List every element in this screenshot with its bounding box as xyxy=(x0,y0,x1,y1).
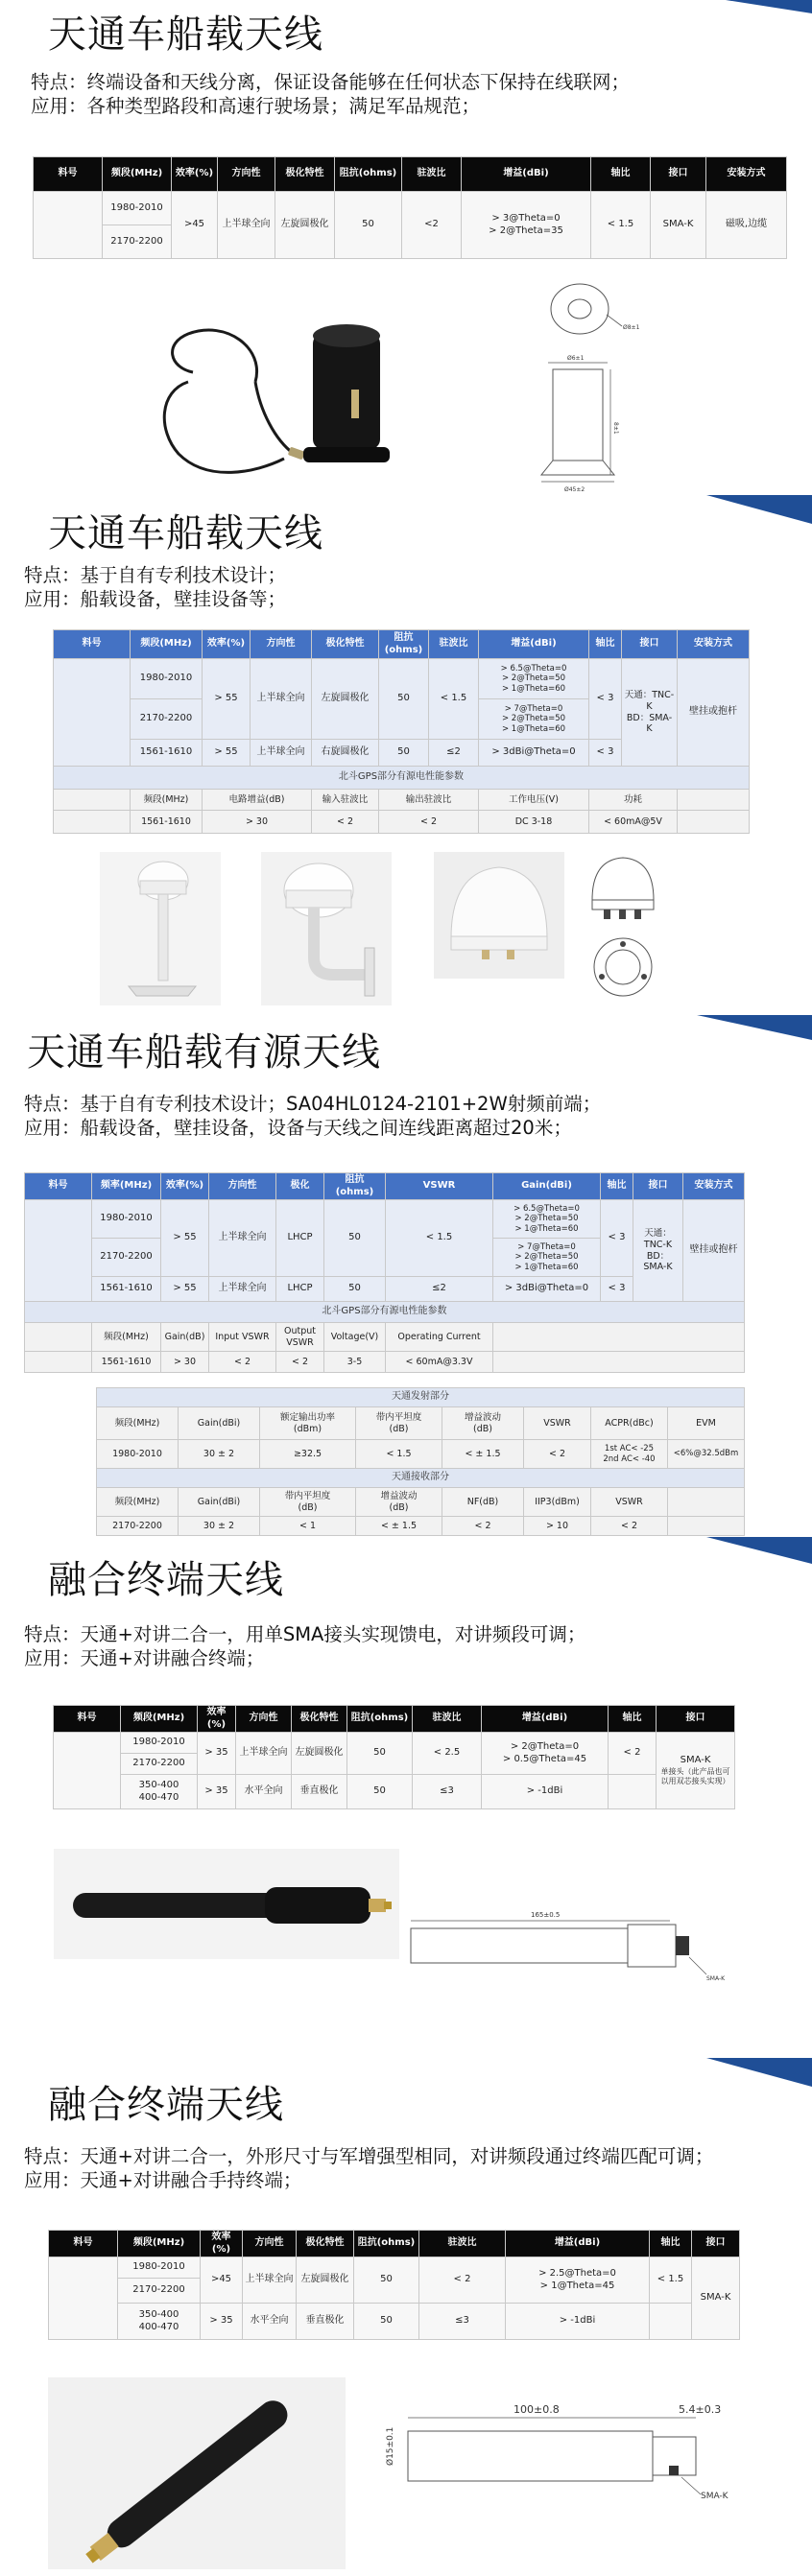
rx-value: < 2 xyxy=(442,1517,524,1536)
impedance-cell: 50 xyxy=(324,1200,386,1277)
lna-header xyxy=(493,1323,745,1352)
impedance-cell: 50 xyxy=(324,1277,386,1302)
part-number-cell xyxy=(34,192,103,259)
tx-value: < 2 xyxy=(524,1440,591,1469)
table-header: 极化特性 xyxy=(312,630,379,659)
efficiency-cell: > 55 xyxy=(203,740,251,767)
feature-text: 特点：天通+对讲二合一，用单SMA接头实现馈电，对讲频段可调； xyxy=(24,1623,586,1645)
direction-cell: 上半球全向 xyxy=(243,2257,297,2304)
band-cell: 2170-2200 xyxy=(118,2279,201,2304)
gain-line: > 0.5@Theta=45 xyxy=(502,1753,587,1764)
technical-drawing xyxy=(370,2389,773,2571)
lna-header: 输入驻波比 xyxy=(312,790,379,811)
table-header: 阻抗(ohms) xyxy=(354,2231,419,2257)
table-header: 料号 xyxy=(49,2231,118,2257)
impedance-cell: 50 xyxy=(354,2257,419,2304)
band-cell: 1980-2010 xyxy=(92,1200,161,1239)
rx-value xyxy=(668,1517,745,1536)
table-header: 增益(dBi) xyxy=(482,1706,609,1733)
table-header: 驻波比 xyxy=(402,157,462,192)
table-header: 安装方式 xyxy=(678,630,750,659)
lna-value: < 2 xyxy=(276,1352,324,1373)
dimension-label: 8±1 xyxy=(612,422,619,435)
gain-line: > 2@Theta=50 xyxy=(514,1252,579,1263)
tx-header: 额定输出功率 (dBm) xyxy=(260,1407,356,1440)
feature-text: 特点：基于自有专利技术设计； xyxy=(24,564,287,586)
rx-value: < 2 xyxy=(591,1517,668,1536)
lna-value: 3-5 xyxy=(324,1352,386,1373)
axial-ratio-cell: < 1.5 xyxy=(650,2257,692,2304)
section-title: 融合终端天线 xyxy=(48,2083,284,2127)
lna-header: 频段(MHz) xyxy=(92,1323,161,1352)
table-header: 安装方式 xyxy=(706,157,787,192)
table-header: 频率(MHz) xyxy=(92,1173,161,1200)
table-header: 效率(%) xyxy=(203,630,251,659)
table-header: 轴比 xyxy=(609,1706,657,1733)
gain-line: > 7@Theta=0 xyxy=(517,1241,576,1252)
gain-line: > 1@Theta=60 xyxy=(514,1223,579,1234)
gain-cell: > 3dBi@Theta=0 xyxy=(479,740,589,767)
impedance-cell: 50 xyxy=(335,192,402,259)
rx-value: 30 ± 2 xyxy=(179,1517,260,1536)
axial-ratio-cell: < 3 xyxy=(601,1200,633,1277)
direction-cell: 上半球全向 xyxy=(209,1277,276,1302)
technical-drawing xyxy=(514,278,658,494)
gain-line: > 3@Theta=0 xyxy=(491,213,561,224)
band-cell: 1561-1610 xyxy=(92,1277,161,1302)
band-cell: 2170-2200 xyxy=(92,1239,161,1277)
tx-value: 30 ± 2 xyxy=(179,1440,260,1469)
efficiency-cell: > 55 xyxy=(161,1200,209,1277)
table-header: 方向性 xyxy=(218,157,275,192)
lna-value xyxy=(678,811,750,834)
table-header: 轴比 xyxy=(591,157,651,192)
mount-cell: 壁挂或抱杆 xyxy=(683,1200,745,1302)
tx-header: VSWR xyxy=(524,1407,591,1440)
rx-header: 频段(MHz) xyxy=(97,1488,179,1517)
port-cell: SMA-K xyxy=(692,2257,740,2340)
table-header: 轴比 xyxy=(650,2231,692,2257)
lna-value: < 60mA@5V xyxy=(589,811,678,834)
vswr-cell: < 2 xyxy=(419,2257,506,2304)
uhf-band: 350-400 xyxy=(138,2309,179,2320)
gain-line: > 2@Theta=50 xyxy=(514,1214,579,1224)
table-header: 驻波比 xyxy=(413,1706,482,1733)
technical-drawing xyxy=(579,852,665,1005)
application-text: 应用：天通+对讲融合手持终端； xyxy=(24,2169,302,2191)
table-header: Gain(dBi) xyxy=(493,1173,601,1200)
polarization-cell: LHCP xyxy=(276,1200,324,1277)
table-header: 驻波比 xyxy=(429,630,479,659)
table-header: 增益(dBi) xyxy=(462,157,591,192)
tx-value: < 1.5 xyxy=(356,1440,442,1469)
table-header: 效率(%) xyxy=(172,157,218,192)
table-header: 接口 xyxy=(651,157,706,192)
dimension-label: 100±0.8 xyxy=(513,2403,560,2416)
gain-cell xyxy=(479,659,589,699)
axial-ratio-cell: < 3 xyxy=(589,740,622,767)
table-caption: 天通接收部分 xyxy=(97,1469,745,1488)
rx-value: 2170-2200 xyxy=(97,1517,179,1536)
tx-header: ACPR(dBc) xyxy=(591,1407,668,1440)
dimension-label: 165±0.5 xyxy=(531,1911,561,1919)
product-photo xyxy=(54,1849,399,1959)
impedance-cell: 50 xyxy=(347,1775,413,1809)
table-header: 极化 xyxy=(276,1173,324,1200)
tx-header: 带内平坦度 (dB) xyxy=(356,1407,442,1440)
application-text: 应用：天通+对讲融合终端； xyxy=(24,1647,265,1669)
polarization-cell: 左旋圆极化 xyxy=(292,1733,347,1775)
lna-value: 1561-1610 xyxy=(92,1352,161,1373)
table-header: 频段(MHz) xyxy=(131,630,203,659)
table-header: 频段(MHz) xyxy=(121,1706,198,1733)
part-number-cell xyxy=(54,659,131,767)
gain-cell xyxy=(479,699,589,740)
lna-value: 1561-1610 xyxy=(131,811,203,834)
section-title: 融合终端天线 xyxy=(48,1558,284,1602)
dimension-label: 5.4±0.3 xyxy=(679,2403,722,2416)
direction-cell: 水平全向 xyxy=(236,1775,292,1809)
uhf-band: 350-400 xyxy=(138,1780,179,1790)
tx-header: 频段(MHz) xyxy=(97,1407,179,1440)
lna-value: < 2 xyxy=(209,1352,276,1373)
feature-text: 特点：基于自有专利技术设计；SA04HL0124-2101+2W射频前端； xyxy=(24,1093,602,1115)
port-cell: 天通：TNC-K BD：SMA-K xyxy=(633,1200,683,1302)
table-header: 极化特性 xyxy=(292,1706,347,1733)
table-header: 频段(MHz) xyxy=(118,2231,201,2257)
table-header: 频段(MHz) xyxy=(103,157,172,192)
dimension-label: SMA-K xyxy=(701,2492,728,2501)
band-cell: 1561-1610 xyxy=(131,740,203,767)
gain-line: > 6.5@Theta=0 xyxy=(500,663,567,674)
table-header: 方向性 xyxy=(251,630,312,659)
lna-header xyxy=(54,790,131,811)
lna-value xyxy=(493,1352,745,1373)
product-photo xyxy=(150,276,407,499)
gain-line: > 1@Theta=45 xyxy=(539,2280,615,2291)
efficiency-cell: > 35 xyxy=(201,2304,243,2340)
table-header: 接口 xyxy=(692,2231,740,2257)
table-header: 轴比 xyxy=(589,630,622,659)
lna-header: 频段(MHz) xyxy=(131,790,203,811)
table-header: 极化特性 xyxy=(297,2231,354,2257)
axial-ratio-cell: < 3 xyxy=(589,659,622,740)
rx-header: VSWR xyxy=(591,1488,668,1517)
vswr-cell: ≤2 xyxy=(429,740,479,767)
table-header: 接口 xyxy=(622,630,678,659)
table-caption: 北斗GPS部分有源电性能参数 xyxy=(25,1302,745,1323)
direction-cell: 上半球全向 xyxy=(209,1200,276,1277)
polarization-cell: LHCP xyxy=(276,1277,324,1302)
table-caption: 北斗GPS部分有源电性能参数 xyxy=(54,767,750,790)
gain-line: > 2.5@Theta=0 xyxy=(538,2268,616,2279)
port-cell: 天通：TNC-K BD：SMA-K xyxy=(622,659,678,767)
direction-cell: 水平全向 xyxy=(243,2304,297,2340)
lna-header: 电路增益(dB) xyxy=(203,790,312,811)
polarization-cell: 垂直极化 xyxy=(297,2304,354,2340)
uhf-band: 400-470 xyxy=(138,2321,179,2332)
vswr-cell: ≤3 xyxy=(419,2304,506,2340)
table-header: 方向性 xyxy=(243,2231,297,2257)
dimension-label: Ø15±0.1 xyxy=(386,2426,395,2466)
rx-header: NF(dB) xyxy=(442,1488,524,1517)
vswr-cell: ≤3 xyxy=(413,1775,482,1809)
port-cell xyxy=(657,1733,735,1809)
uhf-band: 400-470 xyxy=(138,1791,179,1803)
lna-header: Output VSWR xyxy=(276,1323,324,1352)
spec-table xyxy=(48,2230,740,2340)
rx-header xyxy=(668,1488,745,1517)
gain-line: > 1@Theta=60 xyxy=(514,1262,579,1272)
lna-value xyxy=(25,1352,92,1373)
polarization-cell: 左旋圆极化 xyxy=(275,192,335,259)
product-photo xyxy=(261,852,392,1005)
gain-line: > 2@Theta=0 xyxy=(510,1741,580,1752)
band-cell xyxy=(118,2304,201,2340)
tx-value: 1st AC< -25 2nd AC< -40 xyxy=(591,1440,668,1469)
lna-value: > 30 xyxy=(161,1352,209,1373)
table-header: 驻波比 xyxy=(419,2231,506,2257)
section-title: 天通车船载有源天线 xyxy=(27,1030,381,1075)
product-photo xyxy=(48,2377,346,2569)
corner-accent xyxy=(706,2058,812,2087)
band-cell: 1980-2010 xyxy=(103,192,172,225)
rx-value: < 1 xyxy=(260,1517,356,1536)
part-number-cell xyxy=(49,2257,118,2340)
efficiency-cell: >45 xyxy=(201,2257,243,2304)
table-header: 极化特性 xyxy=(275,157,335,192)
polarization-cell: 左旋圆极化 xyxy=(297,2257,354,2304)
mount-cell: 壁挂或抱杆 xyxy=(678,659,750,767)
gain-cell: > -1dBi xyxy=(482,1775,609,1809)
spec-table xyxy=(53,629,750,834)
direction-cell: 上半球全向 xyxy=(251,659,312,740)
vswr-cell: <2 xyxy=(402,192,462,259)
lna-value: < 2 xyxy=(379,811,479,834)
table-header: 效率(%) xyxy=(161,1173,209,1200)
table-header: 方向性 xyxy=(209,1173,276,1200)
band-cell: 1980-2010 xyxy=(121,1733,198,1754)
rx-header: IIP3(dBm) xyxy=(524,1488,591,1517)
tx-header: EVM xyxy=(668,1407,745,1440)
application-text: 应用：船载设备，壁挂设备，设备与天线之间连线距离超过20米； xyxy=(24,1117,572,1139)
part-number-cell xyxy=(25,1200,92,1302)
table-header: 增益(dBi) xyxy=(506,2231,650,2257)
gain-cell xyxy=(462,192,591,259)
direction-cell: 上半球全向 xyxy=(236,1733,292,1775)
technical-drawing xyxy=(401,1900,790,2005)
gain-line: > 2@Theta=50 xyxy=(501,714,566,724)
table-header: 料号 xyxy=(54,630,131,659)
spec-table xyxy=(33,156,787,259)
spec-table xyxy=(24,1172,745,1373)
table-header: VSWR xyxy=(386,1173,493,1200)
table-header: 安装方式 xyxy=(683,1173,745,1200)
dimension-label: Ø8±1 xyxy=(623,324,640,331)
gain-line: > 2@Theta=50 xyxy=(501,674,566,684)
lna-header xyxy=(25,1323,92,1352)
table-header: 料号 xyxy=(34,157,103,192)
band-cell: 2170-2200 xyxy=(103,225,172,259)
lna-value: < 60mA@3.3V xyxy=(386,1352,493,1373)
table-header: 效率(%) xyxy=(198,1706,236,1733)
vswr-cell: ≤2 xyxy=(386,1277,493,1302)
polarization-cell: 左旋圆极化 xyxy=(312,659,379,740)
lna-value xyxy=(54,811,131,834)
application-text: 应用：船载设备，壁挂设备等； xyxy=(24,588,287,610)
polarization-cell: 垂直极化 xyxy=(292,1775,347,1809)
direction-cell: 上半球全向 xyxy=(251,740,312,767)
corner-accent xyxy=(726,0,812,13)
table-header: 增益(dBi) xyxy=(479,630,589,659)
gain-cell xyxy=(493,1239,601,1277)
application-text: 应用：各种类型路段和高速行驶场景；满足军品规范； xyxy=(31,95,481,117)
rx-header: 增益波动 (dB) xyxy=(356,1488,442,1517)
tx-value: 1980-2010 xyxy=(97,1440,179,1469)
vswr-cell: < 1.5 xyxy=(386,1200,493,1277)
lna-value: < 2 xyxy=(312,811,379,834)
lna-header xyxy=(678,790,750,811)
rx-header: Gain(dBi) xyxy=(179,1488,260,1517)
dimension-label: SMA-K xyxy=(706,1975,726,1982)
table-header: 料号 xyxy=(54,1706,121,1733)
table-header: 接口 xyxy=(633,1173,683,1200)
impedance-cell: 50 xyxy=(354,2304,419,2340)
table-header: 接口 xyxy=(657,1706,735,1733)
efficiency-cell: > 55 xyxy=(161,1277,209,1302)
lna-header: 输出驻波比 xyxy=(379,790,479,811)
tx-header: Gain(dBi) xyxy=(179,1407,260,1440)
gain-cell: > 3dBi@Theta=0 xyxy=(493,1277,601,1302)
rx-header: 带内平坦度 (dB) xyxy=(260,1488,356,1517)
table-header: 阻抗(ohms) xyxy=(335,157,402,192)
axial-ratio-cell: < 1.5 xyxy=(591,192,651,259)
band-cell xyxy=(121,1775,198,1809)
feature-text: 特点：天通+对讲二合一，外形尺寸与军增强型相同，对讲频段通过终端匹配可调； xyxy=(24,2145,714,2167)
part-number-cell xyxy=(54,1733,121,1809)
lna-value: > 30 xyxy=(203,811,312,834)
table-header: 效率(%) xyxy=(201,2231,243,2257)
band-cell: 2170-2200 xyxy=(131,699,203,740)
product-photo xyxy=(100,852,221,1005)
efficiency-cell: > 55 xyxy=(203,659,251,740)
tx-value: ≥32.5 xyxy=(260,1440,356,1469)
lna-header: Voltage(V) xyxy=(324,1323,386,1352)
corner-accent xyxy=(706,495,812,524)
gain-cell xyxy=(506,2257,650,2304)
dimension-label: Ø6±1 xyxy=(567,355,585,362)
mount-cell: 磁吸,边缆 xyxy=(706,192,787,259)
band-cell: 2170-2200 xyxy=(121,1754,198,1775)
lna-header: Operating Current xyxy=(386,1323,493,1352)
tx-table xyxy=(96,1387,745,1536)
rx-value: < ± 1.5 xyxy=(356,1517,442,1536)
axial-ratio-cell: < 2 xyxy=(609,1733,657,1775)
table-header: 阻抗(ohms) xyxy=(379,630,429,659)
gain-cell: > -1dBi xyxy=(506,2304,650,2340)
table-caption: 天通发射部分 xyxy=(97,1388,745,1407)
vswr-cell: < 2.5 xyxy=(413,1733,482,1775)
band-cell: 1980-2010 xyxy=(118,2257,201,2279)
port-value: SMA-K xyxy=(680,1755,711,1766)
gain-line: > 1@Theta=60 xyxy=(501,723,566,734)
table-header: 阻抗(ohms) xyxy=(347,1706,413,1733)
table-header: 料号 xyxy=(25,1173,92,1200)
dimension-label: Ø45±2 xyxy=(564,486,585,493)
tx-value: <6%@32.5dBm xyxy=(668,1440,745,1469)
lna-header: Gain(dB) xyxy=(161,1323,209,1352)
tx-header: 增益波动 (dB) xyxy=(442,1407,524,1440)
gain-line: > 2@Theta=35 xyxy=(489,225,563,236)
section-title: 天通车船载天线 xyxy=(48,511,323,555)
band-cell: 1980-2010 xyxy=(131,659,203,699)
lna-value: DC 3-18 xyxy=(479,811,589,834)
corner-accent xyxy=(706,1537,812,1564)
port-cell: SMA-K xyxy=(651,192,706,259)
efficiency-cell: > 35 xyxy=(198,1733,236,1775)
gain-line: > 1@Theta=60 xyxy=(501,683,566,694)
lna-header: Input VSWR xyxy=(209,1323,276,1352)
axial-ratio-cell xyxy=(609,1775,657,1809)
gain-cell xyxy=(482,1733,609,1775)
corner-accent xyxy=(697,1015,812,1040)
port-note: 单接头（此产品也可以用双芯接头实现） xyxy=(660,1766,730,1785)
direction-cell: 上半球全向 xyxy=(218,192,275,259)
lna-header: 工作电压(V) xyxy=(479,790,589,811)
axial-ratio-cell xyxy=(650,2304,692,2340)
impedance-cell: 50 xyxy=(379,659,429,740)
tx-value: < ± 1.5 xyxy=(442,1440,524,1469)
efficiency-cell: >45 xyxy=(172,192,218,259)
gain-line: > 6.5@Theta=0 xyxy=(513,1203,580,1214)
gain-cell xyxy=(493,1200,601,1239)
table-header: 阻抗(ohms) xyxy=(324,1173,386,1200)
section-title: 天通车船载天线 xyxy=(48,12,323,57)
table-header: 轴比 xyxy=(601,1173,633,1200)
vswr-cell: < 1.5 xyxy=(429,659,479,740)
gain-line: > 7@Theta=0 xyxy=(504,703,563,714)
impedance-cell: 50 xyxy=(379,740,429,767)
efficiency-cell: > 35 xyxy=(198,1775,236,1809)
polarization-cell: 右旋圆极化 xyxy=(312,740,379,767)
feature-text: 特点：终端设备和天线分离，保证设备能够在任何状态下保持在线联网； xyxy=(31,71,631,93)
product-photo xyxy=(434,852,564,979)
table-header: 方向性 xyxy=(236,1706,292,1733)
lna-header: 功耗 xyxy=(589,790,678,811)
axial-ratio-cell: < 3 xyxy=(601,1277,633,1302)
spec-table xyxy=(53,1705,735,1809)
rx-value: > 10 xyxy=(524,1517,591,1536)
impedance-cell: 50 xyxy=(347,1733,413,1775)
